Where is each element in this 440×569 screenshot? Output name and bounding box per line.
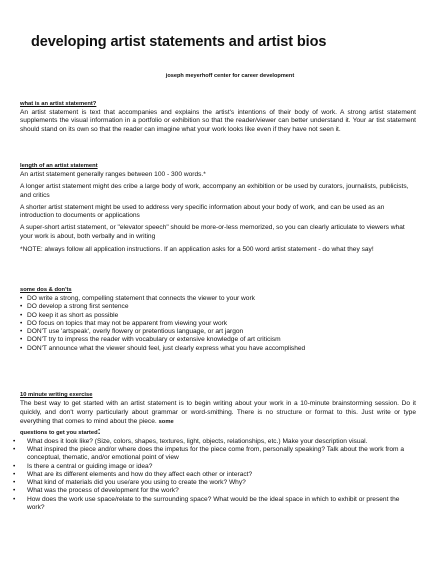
section-heading: 10 minute writing exercise	[20, 392, 93, 398]
note-paragraph: *NOTE: always follow all application instructions. If an application asks for a 500 word artist statement - do what they say!	[20, 246, 374, 254]
section-paragraph: A longer artist statement might des cribe a large body of work, accompany an exhibition or be used by curators, journalists, publicists, and critics	[20, 183, 409, 199]
section-writing-exercise	[13, 391, 416, 512]
list-item	[13, 479, 416, 487]
list-item	[20, 312, 416, 320]
list-item-text: DON'T try to impress the reader with vocabulary or extensive knowledge of art criticism	[27, 336, 281, 344]
list-item	[20, 345, 416, 353]
list-item	[20, 320, 416, 328]
bullet-icon: •	[13, 445, 16, 453]
section-dos-donts	[20, 286, 416, 353]
section-paragraph	[20, 400, 416, 426]
dos-list	[20, 295, 416, 353]
list-item	[20, 303, 416, 311]
list-item	[13, 462, 416, 471]
list-item-text: Is there a central or guiding image or idea?	[27, 462, 153, 470]
list-item-text: What inspired the piece and/or where does the impetus for the piece come from, personally speaking? Talk about the work from a conceptual, thematic, and/or emotional point of view	[27, 445, 405, 462]
questions-label: questions to get you started	[20, 430, 98, 437]
list-item	[20, 336, 416, 344]
document-title: developing artist statements and artist bios	[31, 34, 327, 50]
list-item-text: DO develop a strong first sentence	[27, 303, 129, 311]
bullet-icon: •	[20, 319, 23, 327]
bullet-icon: •	[13, 479, 16, 487]
questions-label-line	[20, 427, 416, 437]
bullet-icon: •	[20, 295, 23, 302]
section-paragraph: A shorter artist statement might be used to address very specific information about your body of work, and can be used as an introduction to documents or applications	[20, 203, 385, 220]
bullet-icon: •	[20, 344, 23, 352]
document-subtitle: joseph meyerhoff center for career development	[165, 73, 295, 79]
questions-colon: :	[97, 426, 101, 437]
section-heading: length of an artist statement	[20, 163, 98, 169]
section-paragraph: An artist statement generally ranges between 100 - 300 words.*	[20, 171, 206, 178]
list-item-text: DO write a strong, compelling statement that connects the viewer to your work	[27, 295, 255, 302]
list-item-text: What does it look like? (Size, colors, shapes, textures, light, objects, relationships, etc.) Make your description visual.	[27, 437, 368, 445]
list-item	[13, 470, 416, 479]
list-item-text: DO focus on topics that may not be apparent from viewing your work	[27, 319, 228, 327]
list-item	[20, 295, 416, 303]
bullet-icon: •	[13, 495, 16, 503]
section-heading: some dos & don'ts	[20, 287, 72, 293]
list-item-text: DO keep it as short as possible	[27, 311, 119, 319]
bullet-icon: •	[20, 303, 23, 311]
section-length	[20, 162, 416, 254]
bullet-icon: •	[20, 311, 23, 319]
section-paragraph: A super-short artist statement, or "elevator speech" should be more-or-less memorized, so you can clearly articulate to viewers what your work is about, both verbally and in writing	[20, 224, 405, 240]
exercise-tail-bold: some	[158, 418, 174, 425]
section-heading: what is an artist statement?	[20, 101, 97, 107]
list-item-text: What are its different elements and how do they affect each other or interact?	[27, 470, 253, 478]
list-item-text: What kind of materials did you use/are you using to create the work? Why?	[27, 479, 246, 487]
list-item	[20, 328, 416, 336]
list-item-text: DON'T use 'artspeak', overly flowery or pretentious language, or art jargon	[27, 328, 244, 336]
bullet-icon: •	[13, 470, 16, 478]
bullet-icon: •	[20, 328, 23, 336]
bullet-icon: •	[13, 462, 16, 470]
bullet-icon: •	[13, 487, 16, 495]
list-item	[13, 445, 416, 463]
list-item-text: What was the process of development for the work?	[27, 487, 179, 495]
bullet-icon: •	[20, 336, 23, 344]
section-what-is	[20, 100, 416, 134]
questions-list	[13, 437, 416, 513]
exercise-body-text: The best way to get started with an artist statement is to begin writing about your work in a 10-minute brainstorming session. Do it quickly, and don't worry particularly about grammar or word-smithing. There is no structure or format to this. Just write or type everything that comes to mind about the piece.	[20, 400, 416, 425]
list-item	[13, 437, 416, 446]
bullet-icon: •	[13, 437, 16, 445]
list-item-text: How does the work use space/relate to the surrounding space? What would be the ideal space in which to exhibit or present the work?	[27, 495, 400, 512]
section-paragraph: An artist statement is text that accompanies and explains the artist's intentions of their body of work. A strong artist statement supplements the visual information in a portfolio or exhibition so that the reader/viewer can better understand it. Your ar tist statement should stand on its own so that the reader can imagine what your work looks like even if they have not seen it.	[20, 109, 416, 133]
list-item	[13, 487, 416, 495]
list-item	[13, 495, 416, 513]
list-item-text: DON'T announce what the viewer should feel, just clearly express what you have accomplished	[27, 344, 306, 352]
